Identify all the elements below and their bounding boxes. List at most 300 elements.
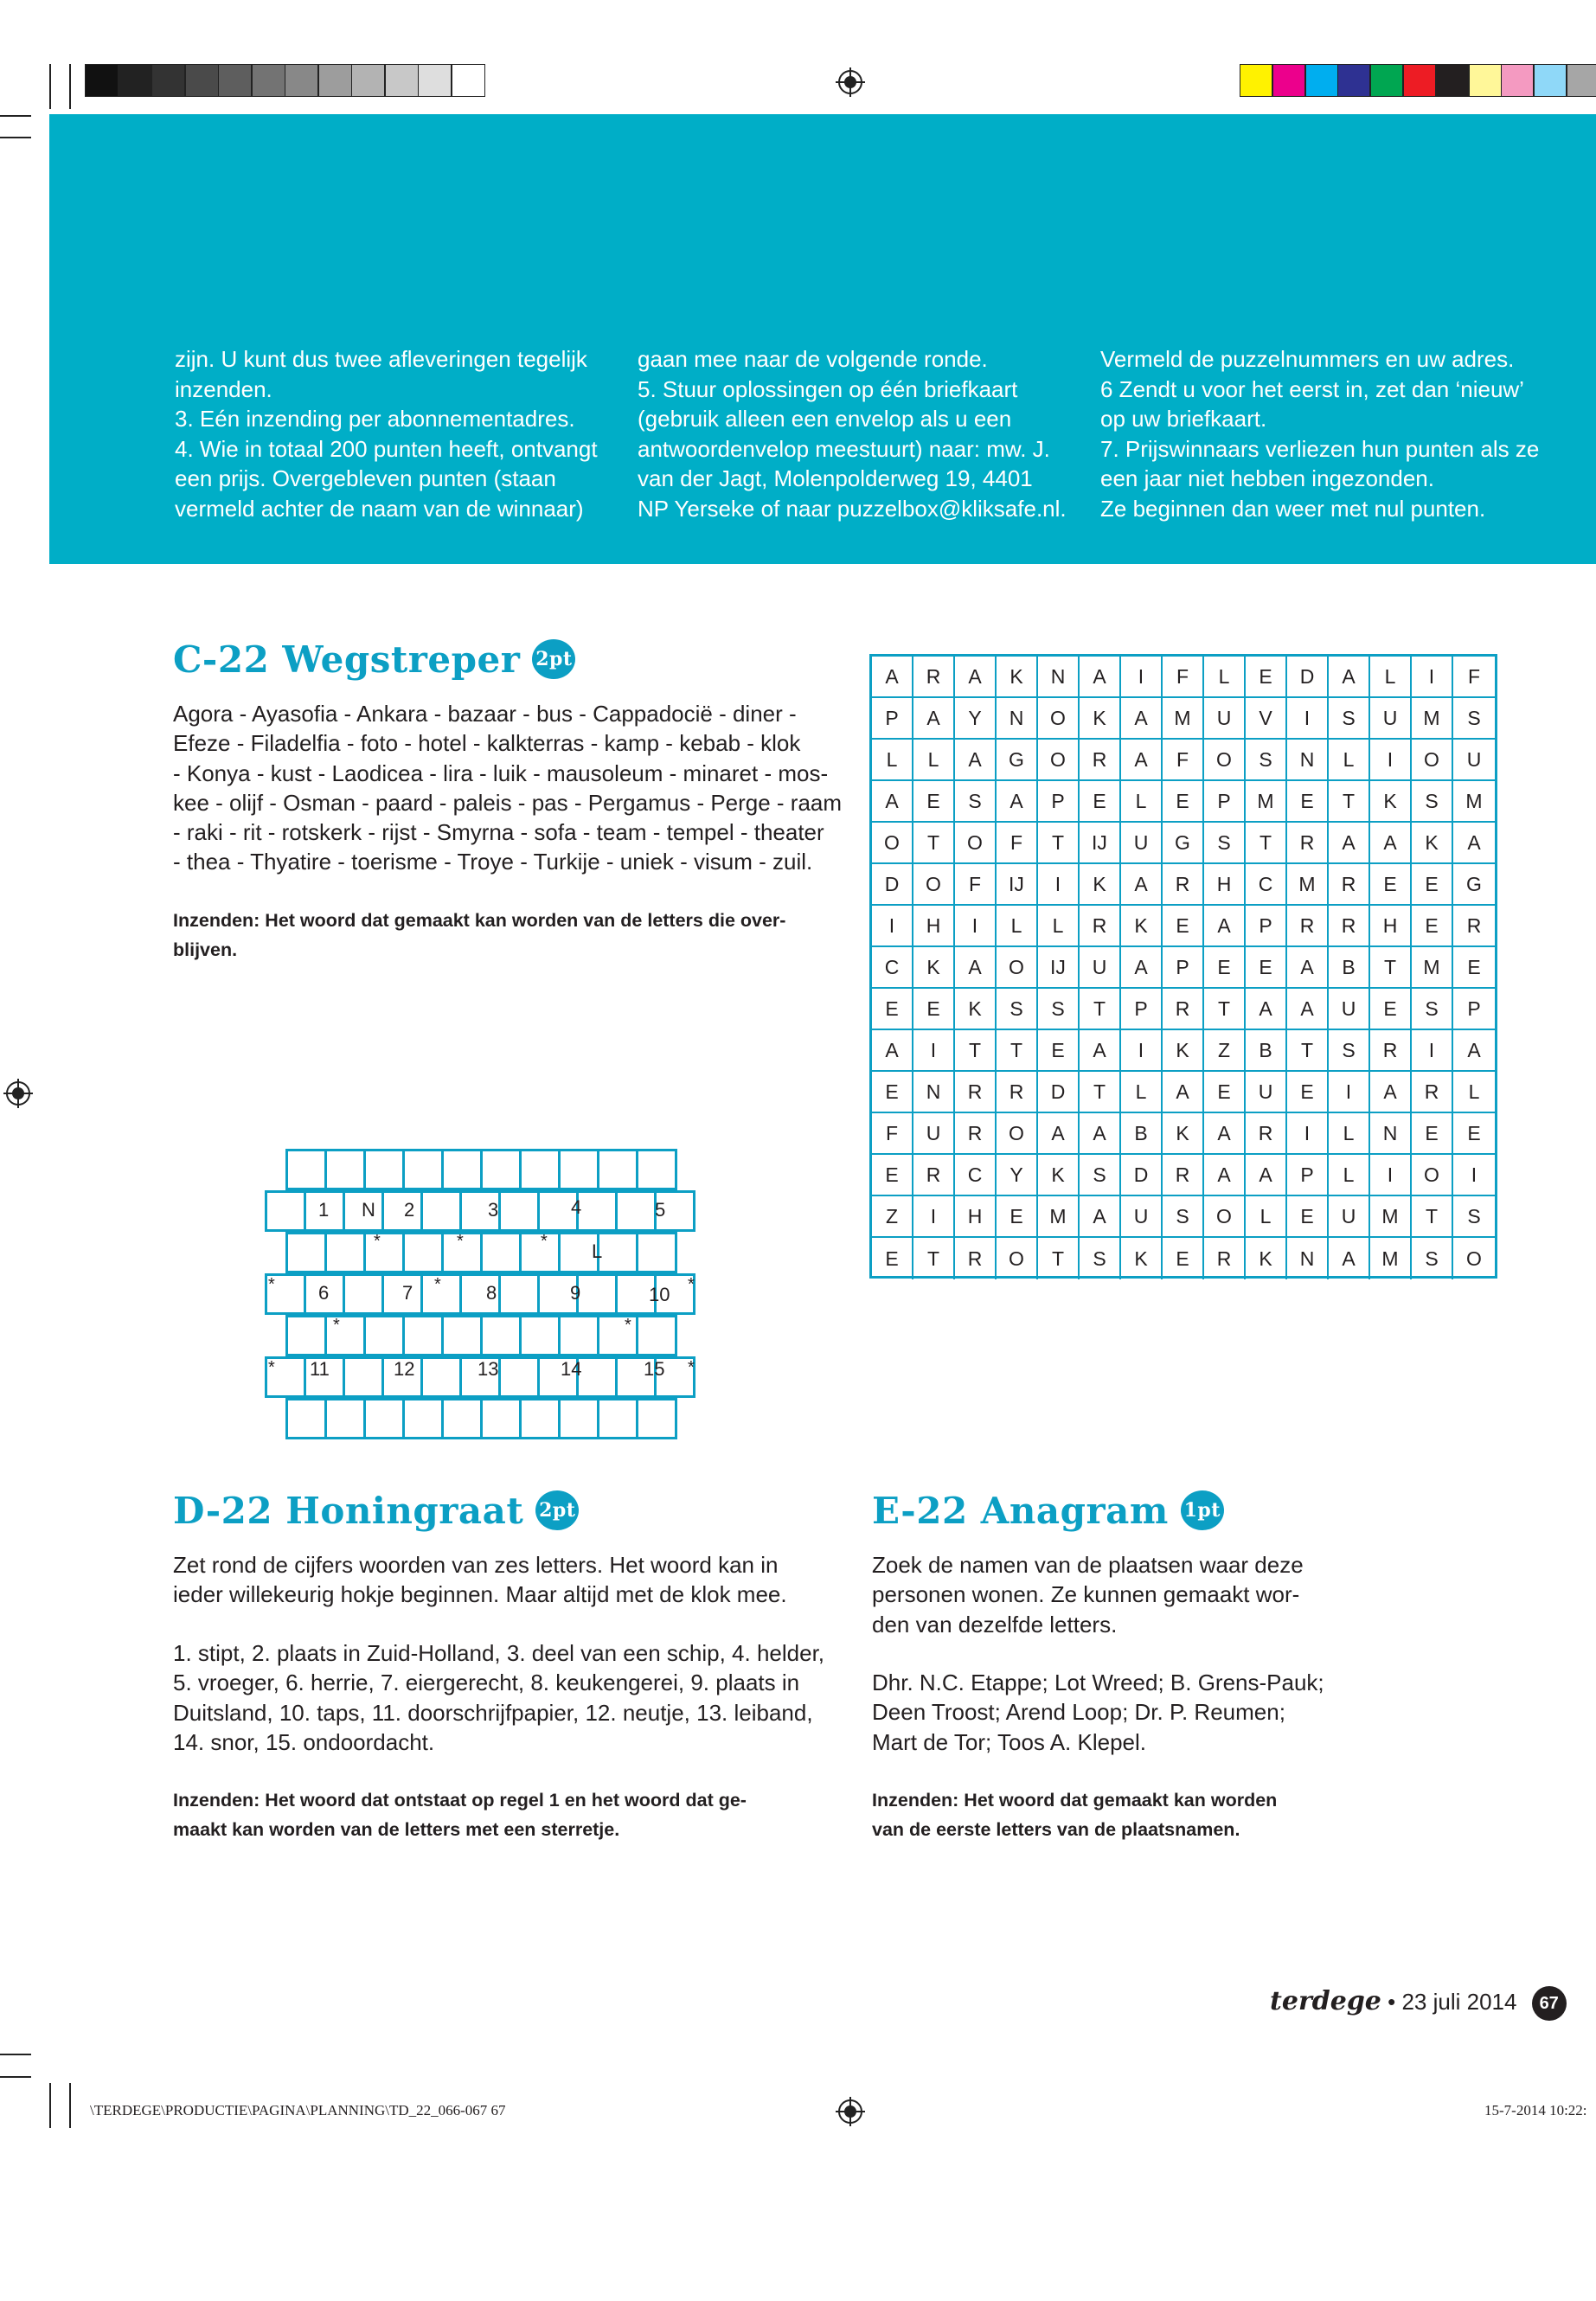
word-search-cell: I (1453, 1155, 1495, 1196)
submit-line: Inzenden: Het woord dat ontstaat op regel 1 en het woord dat ge- (173, 1790, 747, 1811)
word-search-cell: I (1287, 1113, 1329, 1155)
honeycomb-cell (480, 1149, 522, 1190)
word-search-row (872, 698, 1495, 740)
word-search-cell: R (1246, 1113, 1287, 1155)
word-search-cell: N (997, 698, 1038, 740)
word-search-cell: N (1287, 1238, 1329, 1279)
rules-line: NP Yerseke of naar puzzelbox@kliksafe.nl. (638, 495, 1067, 522)
word-search-cell: A (1287, 947, 1329, 989)
word-search-cell: A (1370, 823, 1412, 864)
honeycomb-cell (441, 1315, 483, 1356)
rules-line: gaan mee naar de volgende ronde. (638, 346, 988, 372)
word-search-cell: A (913, 698, 955, 740)
word-search-cell: L (1453, 1072, 1495, 1113)
honeycomb-cell (636, 1315, 677, 1356)
word-search-row (872, 1113, 1495, 1155)
word-search-cell: O (1466, 1247, 1482, 1270)
honingraat-submit-instructions (173, 1785, 848, 1844)
word-search-cell: F (1453, 657, 1495, 698)
crop-mark (69, 2083, 71, 2128)
honeycomb-cell (597, 1398, 638, 1439)
rules-line: een prijs. Overgebleven punten (staan (175, 465, 556, 491)
word-search-cell: O (872, 823, 913, 864)
word-search-cell: Z (1204, 1030, 1246, 1072)
gray-swatch (85, 64, 119, 97)
word-search-cell: S (955, 781, 997, 823)
word-search-cell: C (1246, 864, 1287, 906)
intro-line: Zoek de namen van de plaatsen waar deze (872, 1552, 1304, 1578)
honeycomb-cell (441, 1398, 483, 1439)
word-search-cell: P (1121, 989, 1163, 1030)
word-search-cell: P (1246, 906, 1287, 947)
crop-mark (0, 115, 31, 117)
word-search-cell: K (1163, 1113, 1204, 1155)
honeycomb-cell (363, 1315, 405, 1356)
word-search-cell: E (1453, 947, 1495, 989)
honeycomb-cell (558, 1149, 599, 1190)
word-search-cell: E (1246, 657, 1287, 698)
honeycomb-cell (402, 1149, 444, 1190)
word-search-cell: A (955, 740, 997, 781)
word-search-cell: E (1412, 864, 1453, 906)
word-search-cell: I (913, 1196, 955, 1238)
rules-line: antwoordenvelop meestuurt) naar: mw. J. (638, 435, 1050, 462)
honeycomb-cell (519, 1232, 561, 1273)
word-search-cell: R (913, 1155, 955, 1196)
honeycomb-cell (363, 1149, 405, 1190)
word-search-cell: A (1080, 1030, 1121, 1072)
word-search-cell: O (1038, 740, 1080, 781)
word-search-cell: M (1370, 1196, 1412, 1238)
clue-line: 5. vroeger, 6. herrie, 7. eiergerecht, 8. keukengerei, 9. plaats in (173, 1670, 800, 1696)
gray-swatch (452, 64, 485, 97)
honeycomb-cell (343, 1273, 384, 1315)
submit-line: Inzenden: Het woord dat gemaakt kan worden van de letters die over- (173, 910, 786, 931)
word-search-cell: A (872, 657, 913, 698)
word-list-line: kee - olijf - Osman - paard - paleis - pas - Pergamus - Perge - raam (173, 789, 843, 816)
word-search-cell: A (1080, 1196, 1121, 1238)
honeycomb-star: * (625, 1316, 631, 1335)
honeycomb-star: * (541, 1232, 548, 1251)
honeycomb-cell (441, 1149, 483, 1190)
word-search-cell: O (997, 1113, 1038, 1155)
gray-swatch (119, 64, 152, 97)
word-search-cell: R (913, 657, 955, 698)
word-search-cell: I (872, 906, 913, 947)
word-search-cell: U (1121, 1196, 1163, 1238)
word-search-cell: K (1121, 906, 1163, 947)
word-search-cell: U (1329, 1196, 1370, 1238)
honeycomb-cell (363, 1232, 405, 1273)
honeycomb-number: 6 (318, 1282, 330, 1304)
word-search-cell: P (1287, 1155, 1329, 1196)
word-search-cell: A (1246, 1155, 1287, 1196)
word-search-row (872, 781, 1495, 823)
word-search-cell: C (955, 1155, 997, 1196)
honeycomb-cell (558, 1398, 599, 1439)
word-search-cell: E (1412, 1113, 1453, 1155)
word-search-cell: L (1121, 1072, 1163, 1113)
word-search-cell: A (1080, 657, 1121, 698)
word-search-cell: D (872, 864, 913, 906)
gray-swatch (252, 64, 285, 97)
gray-swatch (418, 64, 452, 97)
word-search-cell: A (1329, 823, 1370, 864)
word-search-cell: A (1453, 823, 1495, 864)
word-search-cell: M (1246, 781, 1287, 823)
word-search-cell: D (1038, 1072, 1080, 1113)
honeycomb-cell (285, 1232, 327, 1273)
word-search-cell: E (1163, 1238, 1204, 1279)
gray-swatch (218, 64, 252, 97)
word-search-cell: A (1453, 1030, 1495, 1072)
honeycomb-cell (558, 1315, 599, 1356)
word-search-cell: S (1412, 989, 1453, 1030)
word-search-row (872, 1196, 1495, 1238)
word-search-cell: R (1204, 1238, 1246, 1279)
anagram-title-text: E-22 Anagram (872, 1490, 1169, 1532)
honeycomb-star: * (268, 1358, 275, 1377)
word-search-cell: A (1080, 1113, 1121, 1155)
honeycomb-cell (498, 1356, 540, 1398)
honeycomb-cell (597, 1149, 638, 1190)
word-search-cell: L (1121, 781, 1163, 823)
honeycomb-number: 13 (478, 1358, 499, 1380)
word-search-cell: N (1038, 657, 1080, 698)
word-search-cell: U (1204, 698, 1246, 740)
clue-line: Duitsland, 10. taps, 11. doorschrijfpapier, 12. neutje, 13. leiband, (173, 1699, 813, 1726)
gray-swatch (351, 64, 385, 97)
word-search-row (872, 989, 1495, 1030)
word-search-cell: I (1412, 657, 1453, 698)
honeycomb-number: 4 (571, 1196, 582, 1218)
word-search-cell: IJ (1038, 947, 1080, 989)
honeycomb-cell (519, 1315, 561, 1356)
registration-mark-icon (3, 1079, 33, 1108)
honeycomb-cell (636, 1232, 677, 1273)
word-search-cell: M (1287, 864, 1329, 906)
word-search-cell: F (872, 1113, 913, 1155)
wegstreper-submit-instructions (173, 906, 848, 965)
word-search-cell: R (1453, 906, 1495, 947)
rules-line: 7. Prijswinnaars verliezen hun punten als ze (1100, 435, 1540, 462)
honeycomb-cell (324, 1315, 366, 1356)
word-search-cell: E (1163, 781, 1204, 823)
word-search-cell: A (1204, 1155, 1246, 1196)
word-search-cell: U (913, 1113, 955, 1155)
word-search-cell: S (1329, 1030, 1370, 1072)
word-search-cell: O (997, 1238, 1038, 1279)
word-search-cell: K (997, 657, 1038, 698)
honeycomb-cell (265, 1190, 306, 1232)
honeycomb-cell (324, 1398, 366, 1439)
honeycomb-cell (343, 1356, 384, 1398)
word-search-cell: E (1287, 1196, 1329, 1238)
color-swatch (1567, 64, 1596, 97)
word-search-cell: Y (955, 698, 997, 740)
honeycomb-cell (519, 1398, 561, 1439)
word-search-cell: E (1412, 906, 1453, 947)
word-search-cell: V (1246, 698, 1287, 740)
word-search-cell: A (872, 781, 913, 823)
magazine-brand: terdege (1270, 1986, 1381, 2016)
word-search-cell: S (1412, 781, 1453, 823)
word-search-cell: A (1121, 740, 1163, 781)
honeycomb-star: * (268, 1275, 275, 1294)
word-search-cell: T (913, 823, 955, 864)
word-search-cell: K (1038, 1155, 1080, 1196)
word-search-cell: L (1329, 1113, 1370, 1155)
word-list-line: - thea - Thyatire - toerisme - Troye - Turkije - uniek - visum - zuil. (173, 849, 813, 875)
honeycomb-cell (597, 1232, 638, 1273)
word-search-cell: R (1287, 906, 1329, 947)
honeycomb-cell (381, 1190, 423, 1232)
word-search-cell: K (1246, 1238, 1287, 1279)
word-search-cell: S (997, 989, 1038, 1030)
word-search-cell: S (1163, 1196, 1204, 1238)
word-search-cell: M (1412, 947, 1453, 989)
crop-mark (0, 2076, 31, 2078)
honeycomb-cell (636, 1149, 677, 1190)
word-search-cell: E (1453, 1113, 1495, 1155)
word-search-cell: U (1453, 740, 1495, 781)
points-badge: 2pt (535, 1490, 579, 1530)
word-search-cell: L (1370, 657, 1412, 698)
word-search-cell: E (872, 1238, 913, 1279)
page-number: 67 (1532, 1986, 1567, 2021)
word-search-cell: T (997, 1030, 1038, 1072)
word-search-cell: O (1204, 1196, 1246, 1238)
honingraat-title (173, 1490, 579, 1534)
word-search-cell: R (1329, 864, 1370, 906)
word-search-cell: U (1121, 823, 1163, 864)
anagram-title (872, 1490, 1224, 1534)
word-search-cell: S (1080, 1238, 1121, 1279)
honeycomb-number: 9 (570, 1282, 581, 1304)
intro-line: ieder willekeurig hokje beginnen. Maar altijd met de klok mee. (173, 1581, 787, 1608)
name-line: Dhr. N.C. Etappe; Lot Wreed; B. Grens-Pauk; (872, 1670, 1324, 1695)
word-search-cell: G (1453, 864, 1495, 906)
word-search-cell: B (1329, 947, 1370, 989)
word-search-cell: M (1370, 1238, 1412, 1279)
word-search-cell: E (1204, 947, 1246, 989)
word-search-cell: A (1163, 1072, 1204, 1113)
gray-swatch (185, 64, 219, 97)
honeycomb-cell (285, 1398, 327, 1439)
rules-line: Vermeld de puzzelnummers en uw adres. (1100, 346, 1515, 372)
submit-line: blijven. (173, 939, 238, 960)
word-search-cell: IJ (997, 864, 1038, 906)
honeycomb-cell (519, 1149, 561, 1190)
word-search-cell: R (1080, 740, 1121, 781)
color-swatch (1272, 64, 1305, 97)
word-search-cell: E (913, 781, 955, 823)
rules-column-3 (1100, 344, 1539, 523)
honeycomb-number: 14 (561, 1358, 582, 1380)
word-search-cell: T (1038, 1238, 1080, 1279)
honingraat-title-text: D-22 Honingraat (173, 1490, 524, 1532)
honeycomb-number: 15 (644, 1358, 665, 1380)
word-search-cell: P (872, 698, 913, 740)
honeycomb-cell (420, 1273, 462, 1315)
color-swatch (1534, 64, 1567, 97)
word-search-cell: O (913, 864, 955, 906)
word-search-cell: R (1370, 1030, 1412, 1072)
word-search-cell: O (955, 823, 997, 864)
word-search-cell: R (955, 1113, 997, 1155)
word-search-cell: R (1287, 823, 1329, 864)
honeycomb-cell (576, 1273, 618, 1315)
word-search-cell: R (1080, 906, 1121, 947)
word-search-cell: R (997, 1072, 1038, 1113)
rules-line: inzenden. (175, 375, 272, 402)
word-search-cell: O (997, 947, 1038, 989)
word-search-cell: K (1370, 781, 1412, 823)
crop-mark (49, 64, 51, 109)
word-search-cell: E (872, 989, 913, 1030)
registration-mark-icon (836, 2097, 865, 2126)
word-search-cell: A (1204, 1113, 1246, 1155)
word-search-cell: K (1080, 698, 1121, 740)
rules-line: Ze beginnen dan weer met nul punten. (1100, 495, 1486, 522)
word-search-cell: S (1453, 698, 1495, 740)
word-search-cell: IJ (1080, 823, 1121, 864)
word-search-cell: I (1121, 657, 1163, 698)
intro-line: Zet rond de cijfers woorden van zes letters. Het woord kan in (173, 1552, 779, 1578)
word-search-cell: A (1329, 657, 1370, 698)
rules-column-1 (175, 344, 598, 523)
word-search-cell: H (1370, 906, 1412, 947)
wegstreper-title-text: C-22 Wegstreper (173, 638, 521, 681)
word-search-cell: Y (997, 1155, 1038, 1196)
honeycomb-cell (285, 1315, 327, 1356)
honeycomb-given-letter: N (362, 1199, 375, 1221)
word-search-cell: D (1287, 657, 1329, 698)
word-search-cell: U (1329, 989, 1370, 1030)
color-swatch (1337, 64, 1370, 97)
word-search-cell: L (872, 740, 913, 781)
honeycomb-cell (480, 1232, 522, 1273)
word-search-cell: N (1287, 740, 1329, 781)
word-search-cell: G (997, 740, 1038, 781)
honeycomb-cell (576, 1190, 618, 1232)
word-search-cell: E (1038, 1030, 1080, 1072)
word-search-cell: K (913, 947, 955, 989)
word-search-cell: R (1163, 989, 1204, 1030)
word-search-cell: E (1287, 1072, 1329, 1113)
word-search-cell: I (1370, 1155, 1412, 1196)
word-search-cell: L (1246, 1196, 1287, 1238)
word-search-cell: I (1370, 740, 1412, 781)
honingraat-intro (173, 1550, 848, 1610)
honeycomb-cell (636, 1398, 677, 1439)
word-search-cell: O (1204, 740, 1246, 781)
word-search-cell: I (1287, 698, 1329, 740)
word-search-cell: E (1370, 864, 1412, 906)
honeycomb-cell (615, 1190, 657, 1232)
word-search-cell: S (1453, 1196, 1495, 1238)
word-search-cell: E (1163, 906, 1204, 947)
word-search-cell: A (955, 947, 997, 989)
word-search-cell: E (1080, 781, 1121, 823)
honeycomb-number: 7 (402, 1282, 413, 1304)
honeycomb-number: 12 (394, 1358, 415, 1380)
word-search-cell: U (1370, 698, 1412, 740)
word-list-line: Efeze - Filadelfia - foto - hotel - kalkterras - kamp - kebab - klok (173, 730, 801, 757)
word-search-cell: B (1246, 1030, 1287, 1072)
gray-swatch (318, 64, 352, 97)
word-search-cell: N (1370, 1113, 1412, 1155)
word-search-cell: K (1121, 1238, 1163, 1279)
color-swatch (1305, 64, 1338, 97)
word-search-cell: P (1204, 781, 1246, 823)
honeycomb-number: 2 (404, 1199, 415, 1221)
word-search-cell: Z (872, 1196, 913, 1238)
word-search-cell: L (913, 740, 955, 781)
honeycomb-cell (480, 1398, 522, 1439)
word-search-cell: A (997, 781, 1038, 823)
intro-line: personen wonen. Ze kunnen gemaakt wor- (872, 1581, 1300, 1608)
points-badge: 2pt (532, 639, 575, 679)
anagram-names (872, 1668, 1443, 1757)
word-search-cell: M (1453, 781, 1495, 823)
word-search-cell: S (1038, 989, 1080, 1030)
gray-swatch (385, 64, 419, 97)
name-line: Deen Troost; Arend Loop; Dr. P. Reumen; (872, 1699, 1285, 1726)
honeycomb-number: 8 (486, 1282, 497, 1304)
word-search-cell: T (1080, 1072, 1121, 1113)
word-search-cell: I (1412, 1030, 1453, 1072)
rules-line: zijn. U kunt dus twee afleveringen tegelijk (175, 346, 587, 372)
rules-line: op uw briefkaart. (1100, 406, 1267, 432)
word-search-cell: U (1246, 1072, 1287, 1113)
word-search-cell: L (1329, 740, 1370, 781)
word-search-cell: S (1412, 1238, 1453, 1279)
honeycomb-cell (420, 1190, 462, 1232)
word-search-row (872, 864, 1495, 906)
gray-swatch (151, 64, 185, 97)
word-search-cell: T (1370, 947, 1412, 989)
word-search-cell: A (872, 1030, 913, 1072)
word-search-cell: A (1329, 1238, 1370, 1279)
points-badge: 1pt (1181, 1490, 1224, 1530)
honeycomb-number: 5 (655, 1199, 666, 1221)
honeycomb-star: * (374, 1232, 381, 1251)
anagram-intro (872, 1550, 1408, 1639)
magazine-footer (1270, 1986, 1567, 2021)
honeycomb-cell (324, 1232, 366, 1273)
word-search-row (872, 740, 1495, 781)
print-slug-timestamp: 15-7-2014 10:22: (1484, 2102, 1587, 2118)
word-search-cell: A (1121, 698, 1163, 740)
word-search-row (872, 657, 1495, 698)
honeycomb-cell (285, 1149, 327, 1190)
clue-line: 14. snor, 15. ondoordacht. (173, 1728, 435, 1755)
word-list-line: - Konya - kust - Laodicea - lira - luik - mausoleum - minaret - mos- (173, 760, 829, 786)
word-search-cell: H (1204, 864, 1246, 906)
honeycomb-cell (402, 1398, 444, 1439)
word-search-cell: A (1121, 864, 1163, 906)
word-search-cell: R (1412, 1072, 1453, 1113)
honingraat-clues (173, 1638, 848, 1757)
word-search-cell: P (1038, 781, 1080, 823)
word-search-cell: I (913, 1030, 955, 1072)
word-search-cell: S (1204, 823, 1246, 864)
word-search-row (872, 823, 1495, 864)
rules-line: 6 Zendt u voor het eerst in, zet dan ‘nieuw’ (1100, 375, 1524, 402)
print-slug-path: \TERDEGE\PRODUCTIE\PAGINA\PLANNING\TD_22_066-067 67 (90, 2102, 506, 2118)
word-list-line: - raki - rit - rotskerk - rijst - Smyrna - sofa - team - tempel - theater (173, 819, 824, 846)
